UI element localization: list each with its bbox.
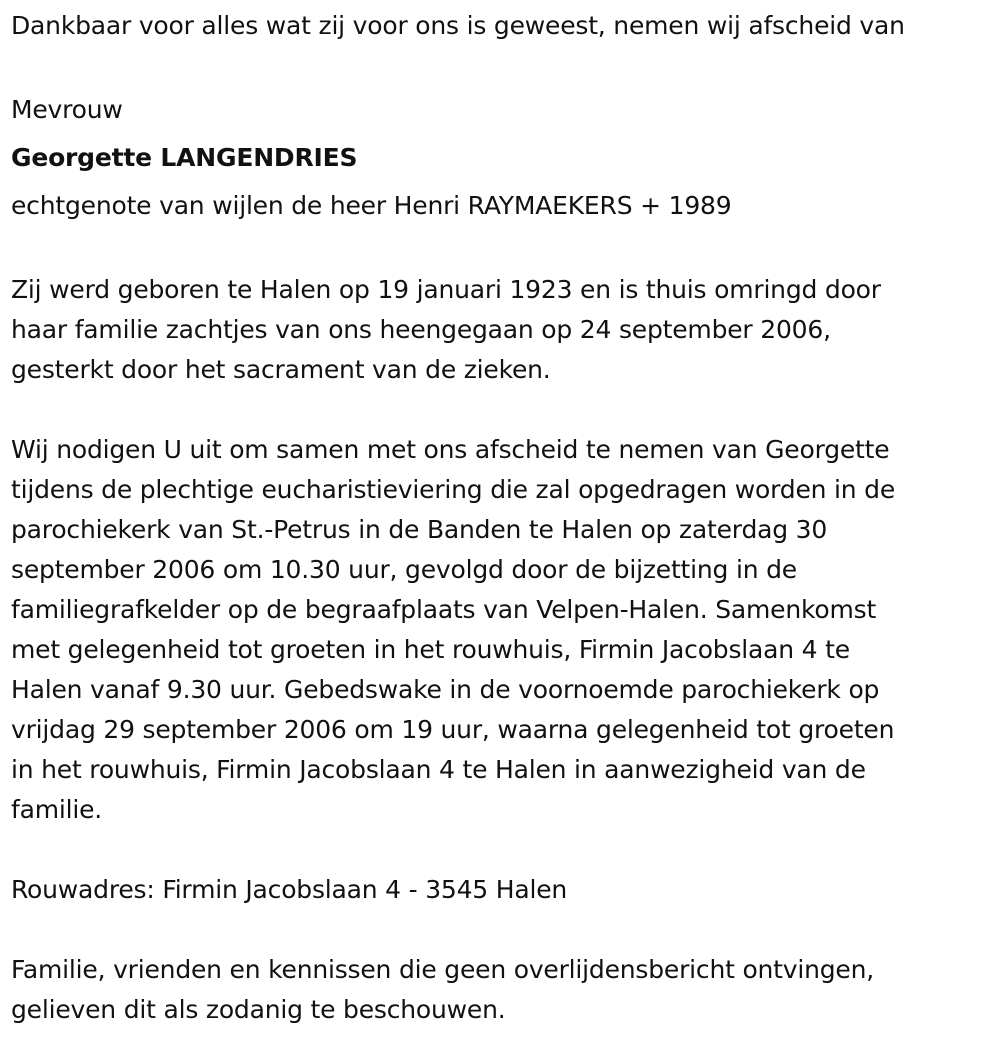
paragraph-line: Zij werd geboren te Halen op 19 januari 1923 en is thuis omringd door — [11, 275, 881, 304]
deceased-name: Georgette LANGENDRIES — [11, 143, 358, 172]
paragraph-line: Wij nodigen U uit om samen met ons afscheid te nemen van Georgette — [11, 435, 890, 464]
paragraph-line: parochiekerk van St.-Petrus in de Banden te Halen op zaterdag 30 — [11, 515, 828, 544]
obituary-document — [11, 6, 996, 1030]
spacer — [11, 46, 996, 86]
mourning-address: Rouwadres: Firmin Jacobslaan 4 - 3545 Halen — [11, 875, 568, 904]
paragraph-line: in het rouwhuis, Firmin Jacobslaan 4 te Halen in aanwezigheid van de — [11, 755, 866, 784]
paragraph-line: tijdens de plechtige eucharistieviering die zal opgedragen worden in de — [11, 475, 896, 504]
paragraph-line: familie. — [11, 795, 103, 824]
spouse-line: echtgenote van wijlen de heer Henri RAYMAEKERS + 1989 — [11, 191, 732, 220]
spacer — [11, 230, 996, 270]
paragraph-line: familiegrafkelder op de begraafplaats van Velpen-Halen. Samenkomst — [11, 595, 877, 624]
paragraph-line: vrijdag 29 september 2006 om 19 uur, waarna gelegenheid tot groeten — [11, 715, 895, 744]
funeral-invitation-paragraph — [11, 430, 996, 830]
paragraph-line: september 2006 om 10.30 uur, gevolgd door de bijzetting in de — [11, 555, 797, 584]
paragraph-line: met gelegenheid tot groeten in het rouwhuis, Firmin Jacobslaan 4 te — [11, 635, 850, 664]
birth-death-paragraph — [11, 270, 996, 390]
paragraph-line: haar familie zachtjes van ons heengegaan op 24 september 2006, — [11, 315, 831, 344]
salutation: Mevrouw — [11, 95, 123, 124]
paragraph-line: Halen vanaf 9.30 uur. Gebedswake in de voornoemde parochiekerk op — [11, 675, 880, 704]
intro-line: Dankbaar voor alles wat zij voor ons is geweest, nemen wij afscheid van — [11, 11, 905, 40]
paragraph-line: Familie, vrienden en kennissen die geen overlijdensbericht ontvingen, — [11, 955, 875, 984]
spacer — [11, 830, 996, 870]
spacer — [11, 910, 996, 950]
spacer — [11, 390, 996, 430]
paragraph-line: gesterkt door het sacrament van de zieken. — [11, 355, 551, 384]
paragraph-line: gelieven dit als zodanig te beschouwen. — [11, 995, 506, 1024]
deceased-title-block — [11, 86, 996, 230]
closing-paragraph — [11, 950, 996, 1030]
